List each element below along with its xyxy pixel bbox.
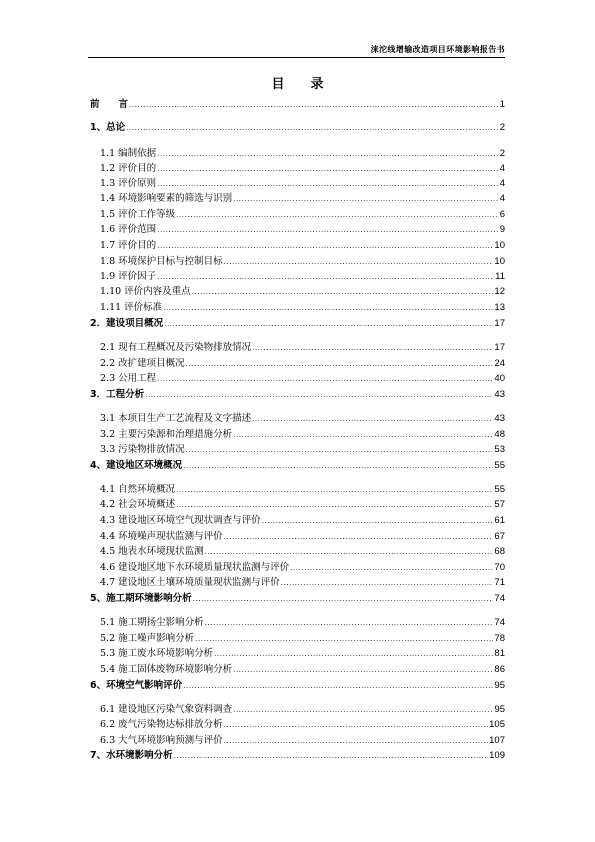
toc-entry-label: 1.10 评价内容及重点 — [100, 286, 191, 297]
dot-leader — [193, 593, 494, 606]
toc-entry-page-number: 57 — [494, 499, 505, 510]
toc-entry[interactable] — [100, 734, 505, 747]
toc-entry[interactable] — [90, 121, 505, 134]
toc-entry-label: 5.2 施工噪声影响分析 — [100, 633, 195, 644]
toc-entry[interactable] — [90, 459, 505, 472]
toc-entry-page-number: 55 — [494, 484, 505, 495]
toc-entry-page-number: 78 — [494, 633, 505, 644]
toc-entry-page-number: 10 — [494, 240, 505, 251]
toc-entry[interactable] — [100, 718, 505, 731]
toc-entry-label: 5.3 施工废水环境影响分析 — [100, 648, 214, 659]
toc-entry-label: 6.1 建设地区污染气象资料调查 — [100, 704, 233, 715]
toc-entry[interactable] — [100, 443, 505, 456]
toc-entry[interactable] — [100, 576, 505, 589]
toc-entry-label: 3.3 污染物排放情况 — [100, 444, 185, 455]
toc-entry-label: 4.3 建设地区环境空气现状调查与评价 — [100, 515, 261, 526]
toc-entry-label: 7、水环境影响分析 — [90, 750, 173, 761]
dot-leader — [224, 719, 489, 732]
toc-entry-page-number: 2 — [499, 148, 505, 159]
toc-entry-page-number: 86 — [494, 664, 505, 675]
toc-entry-page-number: 6 — [499, 209, 505, 220]
toc-entry-label: 2.1 现有工程概况及污染物排放情况 — [100, 342, 252, 353]
toc-entry-page-number: 61 — [494, 515, 505, 526]
dot-leader — [183, 460, 493, 473]
running-header: 涞沱线增输改造项目环境影响报告书 — [370, 45, 505, 54]
dot-leader — [186, 444, 494, 457]
dot-leader — [186, 358, 494, 371]
toc-entry[interactable] — [100, 239, 505, 252]
toc-entry[interactable] — [100, 357, 505, 370]
toc-entry[interactable] — [100, 530, 505, 543]
toc-entry-page-number: 48 — [494, 429, 505, 440]
toc-entry-label: 1.3 评价原则 — [100, 178, 157, 189]
toc-entry-label: 4.5 地表水环境现状监测 — [100, 546, 204, 557]
toc-entry-label: 前 言 — [90, 99, 129, 110]
toc-entry-page-number: 4 — [499, 178, 505, 189]
toc-entry[interactable] — [100, 341, 505, 354]
toc-entry-label: 1.5 评价工作等级 — [100, 209, 176, 220]
toc-entry[interactable] — [90, 679, 505, 692]
dot-leader — [290, 562, 493, 575]
toc-entry-label: 4.4 环境噪声现状监测与评价 — [100, 531, 223, 542]
dot-leader — [233, 193, 499, 206]
toc-entry-page-number: 40 — [494, 373, 505, 384]
toc-entry[interactable] — [100, 177, 505, 190]
toc-entry-page-number: 55 — [494, 460, 505, 471]
toc-entry-page-number: 95 — [494, 704, 505, 715]
dot-leader — [252, 413, 493, 426]
toc-entry[interactable] — [100, 223, 505, 236]
toc-entry-page-number: 95 — [494, 680, 505, 691]
toc-entry[interactable] — [100, 428, 505, 441]
toc-entry-page-number: 2 — [499, 122, 505, 133]
dot-leader — [224, 256, 494, 269]
toc-entry[interactable] — [100, 663, 505, 676]
dot-leader — [157, 224, 499, 237]
toc-entry[interactable] — [100, 285, 505, 298]
header-rule — [88, 57, 505, 58]
toc-entry-label: 2.3 公用工程 — [100, 373, 157, 384]
toc-entry-page-number: 1 — [499, 99, 505, 110]
toc-entry-page-number: 24 — [494, 358, 505, 369]
toc-entry-page-number: 10 — [494, 256, 505, 267]
dot-leader — [224, 735, 489, 748]
toc-entry[interactable] — [100, 483, 505, 496]
dot-leader — [157, 271, 494, 284]
toc-entry-label: 5.4 施工固体废物环境影响分析 — [100, 664, 233, 675]
toc-entry-label: 3.2 主要污染源和治理措施分析 — [100, 429, 233, 440]
dot-leader — [252, 342, 493, 355]
dot-leader — [281, 577, 494, 590]
toc-entry-page-number: 9 — [499, 224, 505, 235]
toc-entry[interactable] — [100, 208, 505, 221]
toc-entry-label: 1.1 编制依据 — [100, 148, 157, 159]
toc-entry-label: 1.4 环境影响要素的筛选与识别 — [100, 193, 233, 204]
toc-entry[interactable] — [90, 317, 505, 330]
toc-entry-label: 4.1 自然环境概况 — [100, 484, 176, 495]
toc-entry-label: 5.1 施工期扬尘影响分析 — [100, 617, 204, 628]
dot-leader — [192, 286, 494, 299]
dot-leader — [176, 209, 499, 222]
toc-entry[interactable] — [100, 147, 505, 160]
toc-entry[interactable] — [90, 592, 505, 605]
dot-leader — [145, 389, 493, 402]
toc-entry-label: 1.9 评价因子 — [100, 271, 157, 282]
toc-entry[interactable] — [100, 412, 505, 425]
dot-leader — [176, 499, 493, 512]
toc-entry-label: 1.11 评价标准 — [100, 302, 163, 313]
toc-entry-label: 1、总论 — [90, 122, 126, 133]
toc-entry-page-number: 17 — [494, 318, 505, 329]
toc-entry-page-number: 107 — [489, 735, 505, 746]
toc-entry-page-number: 74 — [494, 617, 505, 628]
dot-leader — [183, 680, 493, 693]
toc-entry-label: 2．建设项目概况 — [90, 318, 164, 329]
toc-entry[interactable] — [100, 270, 505, 283]
toc-entry-page-number: 11 — [495, 271, 505, 282]
toc-entry-page-number: 53 — [494, 444, 505, 455]
dot-leader — [126, 122, 499, 135]
toc-entry-page-number: 17 — [494, 342, 505, 353]
toc-entry-label: 1.6 评价范围 — [100, 224, 157, 235]
toc-entry-page-number: 43 — [494, 413, 505, 424]
toc-entry[interactable] — [90, 98, 505, 111]
toc-entry[interactable] — [100, 301, 505, 314]
dot-leader — [157, 163, 499, 176]
dot-leader — [176, 484, 493, 497]
toc-entry[interactable] — [100, 162, 505, 175]
toc-entry[interactable] — [100, 372, 505, 385]
dot-leader — [157, 373, 493, 386]
toc-entry-label: 4.6 建设地区地下水环境质量现状监测与评价 — [100, 562, 290, 573]
dot-leader — [157, 178, 499, 191]
dot-leader — [214, 648, 493, 661]
dot-leader — [205, 546, 494, 559]
toc-entry-label: 1.8 环境保护目标与控制目标 — [100, 256, 223, 267]
toc-entry-label: 1.2 评价目的 — [100, 163, 157, 174]
toc-entry[interactable] — [100, 632, 505, 645]
toc-entry-page-number: 4 — [499, 163, 505, 174]
dot-leader — [157, 148, 499, 161]
toc-entry-label: 1.7 评价目的 — [100, 240, 157, 251]
toc-entry-label: 3．工程分析 — [90, 389, 145, 400]
toc-entry-page-number: 4 — [499, 193, 505, 204]
toc-entry-page-number: 74 — [494, 593, 505, 604]
dot-leader — [205, 617, 494, 630]
toc-entry-label: 4.2 社会环境概述 — [100, 499, 176, 510]
toc-entry-label: 5、施工期环境影响分析 — [90, 593, 192, 604]
toc-entry-page-number: 13 — [494, 302, 505, 313]
dot-leader — [224, 531, 494, 544]
toc-entry-label: 3.1 本项目生产工艺流程及文字描述 — [100, 413, 252, 424]
toc-entry-label: 6.3 大气环境影响预测与评价 — [100, 735, 223, 746]
toc-entry-page-number: 70 — [494, 562, 505, 573]
dot-leader — [262, 515, 494, 528]
dot-leader — [195, 633, 493, 646]
dot-leader — [157, 240, 493, 253]
toc-entry[interactable] — [90, 749, 505, 762]
dot-leader — [174, 750, 489, 763]
toc-entry-page-number: 71 — [494, 577, 505, 588]
dot-leader — [233, 704, 493, 717]
toc-entry[interactable] — [100, 647, 505, 660]
toc-entry-label: 2.2 改扩建项目概况 — [100, 358, 185, 369]
dot-leader — [233, 429, 493, 442]
toc-entry-page-number: 43 — [494, 389, 505, 400]
dot-leader — [164, 318, 493, 331]
toc-entry[interactable] — [100, 703, 505, 716]
toc-entry-page-number: 109 — [489, 750, 505, 761]
toc-entry-page-number: 105 — [489, 719, 505, 730]
toc-entry-label: 6、环境空气影响评价 — [90, 680, 183, 691]
toc-entry[interactable] — [90, 388, 505, 401]
toc-entry[interactable] — [100, 616, 505, 629]
toc-entry-page-number: 81 — [494, 648, 505, 659]
toc-entry-label: 6.2 废气污染物达标排放分析 — [100, 719, 223, 730]
dot-leader — [163, 302, 493, 315]
toc-entry[interactable] — [100, 192, 505, 205]
toc-entry[interactable] — [100, 545, 505, 558]
toc-entry-label: 4.7 建设地区土壤环境质量现状监测与评价 — [100, 577, 280, 588]
toc-entry-label: 4、建设地区环境概况 — [90, 460, 183, 471]
toc-entry-page-number: 68 — [494, 546, 505, 557]
toc-entry-page-number: 67 — [494, 531, 505, 542]
dot-leader — [233, 664, 493, 677]
dot-leader — [129, 99, 499, 112]
toc-entry[interactable] — [100, 498, 505, 511]
toc-title: 目 录 — [271, 77, 324, 92]
toc-entry[interactable] — [100, 514, 505, 527]
toc-entry[interactable] — [100, 255, 505, 268]
toc-entry-page-number: 12 — [494, 286, 505, 297]
toc-entry[interactable] — [100, 561, 505, 574]
